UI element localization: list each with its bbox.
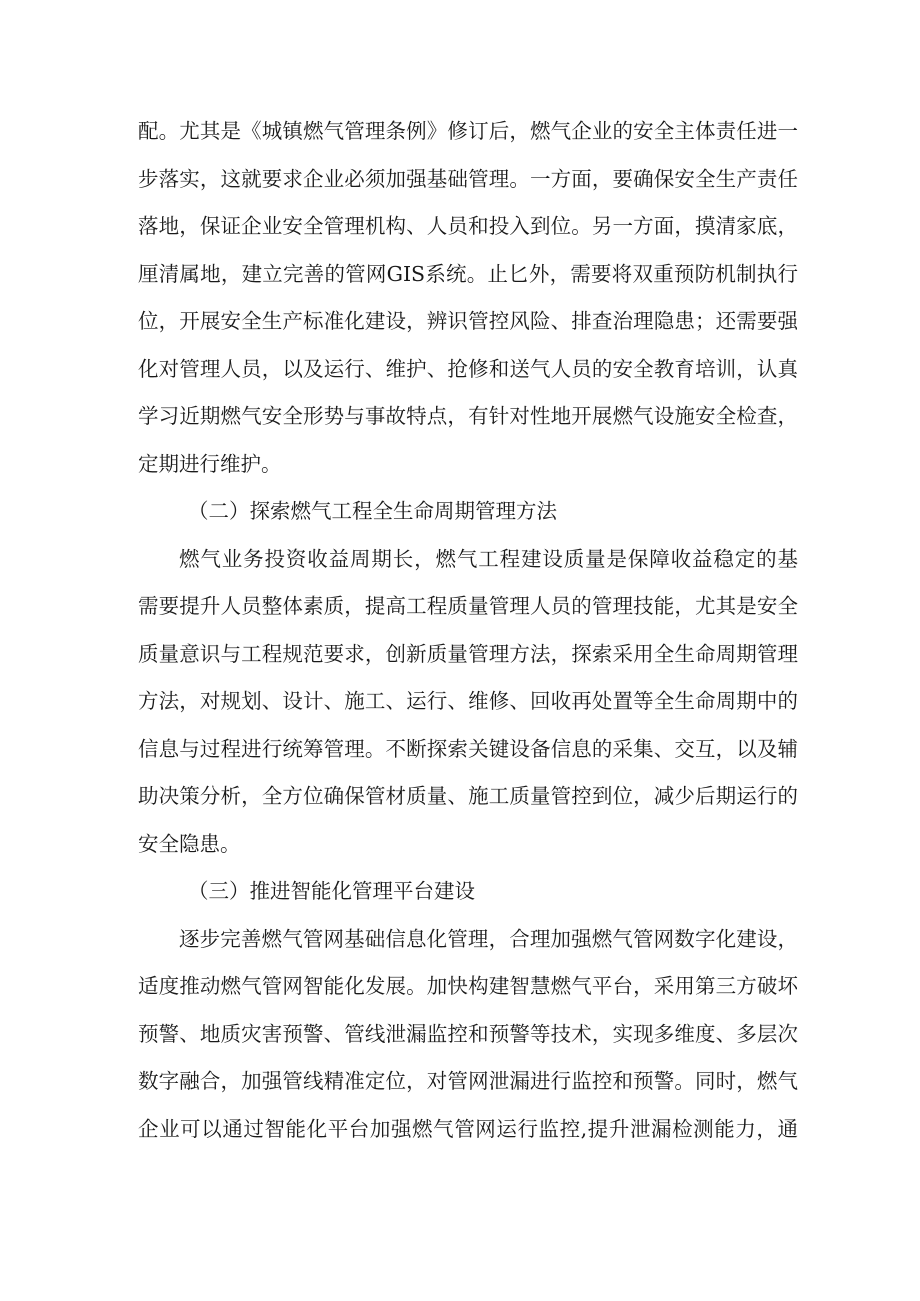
text-line: 配。尤其是《城镇燃气管理条例》修订后，燃气企业的安全主体责任进一 — [138, 119, 798, 143]
text-line: 助决策分析，全方位确保管材质量、施工质量管控到位，减少后期运行的 — [138, 784, 798, 808]
text-line: 燃气业务投资收益周期长，燃气工程建设质量是保障收益稳定的基 — [179, 546, 798, 571]
text-line: 步落实，这就要求企业必须加强基础管理。一方面，要确保安全生产责任 — [138, 166, 798, 191]
text-line: 信息与过程进行统筹管理。不断探索关键设备信息的采集、交互，以及辅 — [138, 736, 798, 761]
text-line: 化对管理人员，以及运行、维护、抢修和送气人员的安全教育培训，认真 — [138, 356, 798, 381]
text-line: 落地，保证企业安全管理机构、人员和投入到位。另一方面，摸清家底， — [138, 214, 798, 238]
paragraph-lifecycle — [138, 536, 798, 869]
section-heading-lifecycle: （二）探索燃气工程全生命周期管理方法 — [188, 499, 557, 523]
document-body — [138, 108, 798, 1153]
text-line: 适度推动燃气管网智能化发展。加快构建智慧燃气平台，采用第三方破坏 — [138, 974, 798, 998]
text-line: 定期进行维护。 — [138, 451, 282, 476]
text-line: 需要提升人员整体素质，提高工程质量管理人员的管理技能，尤其是安全 — [138, 594, 798, 618]
text-line: 方法，对规划、设计、施工、运行、维修、回收再处置等全生命周期中的 — [138, 689, 798, 713]
text-line: 数字融合，加强管线精准定位，对管网泄漏进行监控和预警。同时，燃气 — [138, 1069, 798, 1093]
text-line: 企业可以通过智能化平台加强燃气管网运行监控,提升泄漏检测能力，通 — [138, 1116, 798, 1141]
text-line: 预警、地质灾害预警、管线泄漏监控和预警等技术，实现多维度、多层次 — [138, 1021, 798, 1046]
text-line: 厘清属地，建立完善的管网GIS系统。止匕外，需要将双重预防机制执行 — [138, 261, 798, 286]
paragraph-smart-platform — [138, 916, 798, 1154]
paragraph-safety-management — [138, 108, 798, 488]
text-line: 质量意识与工程规范要求，创新质量管理方法，探索采用全生命周期管理 — [138, 641, 798, 666]
text-line: 逐步完善燃气管网基础信息化管理，合理加强燃气管网数字化建设， — [179, 926, 798, 951]
text-line: 安全隐患。 — [138, 831, 241, 856]
section-heading-smart-platform: （三）推进智能化管理平台建设 — [188, 879, 475, 903]
text-line: 位，开展安全生产标准化建设，辨识管控风险、排查治理隐患；还需要强 — [138, 309, 798, 333]
text-line: 学习近期燃气安全形势与事故特点，有针对性地开展燃气设施安全检查， — [138, 404, 798, 428]
